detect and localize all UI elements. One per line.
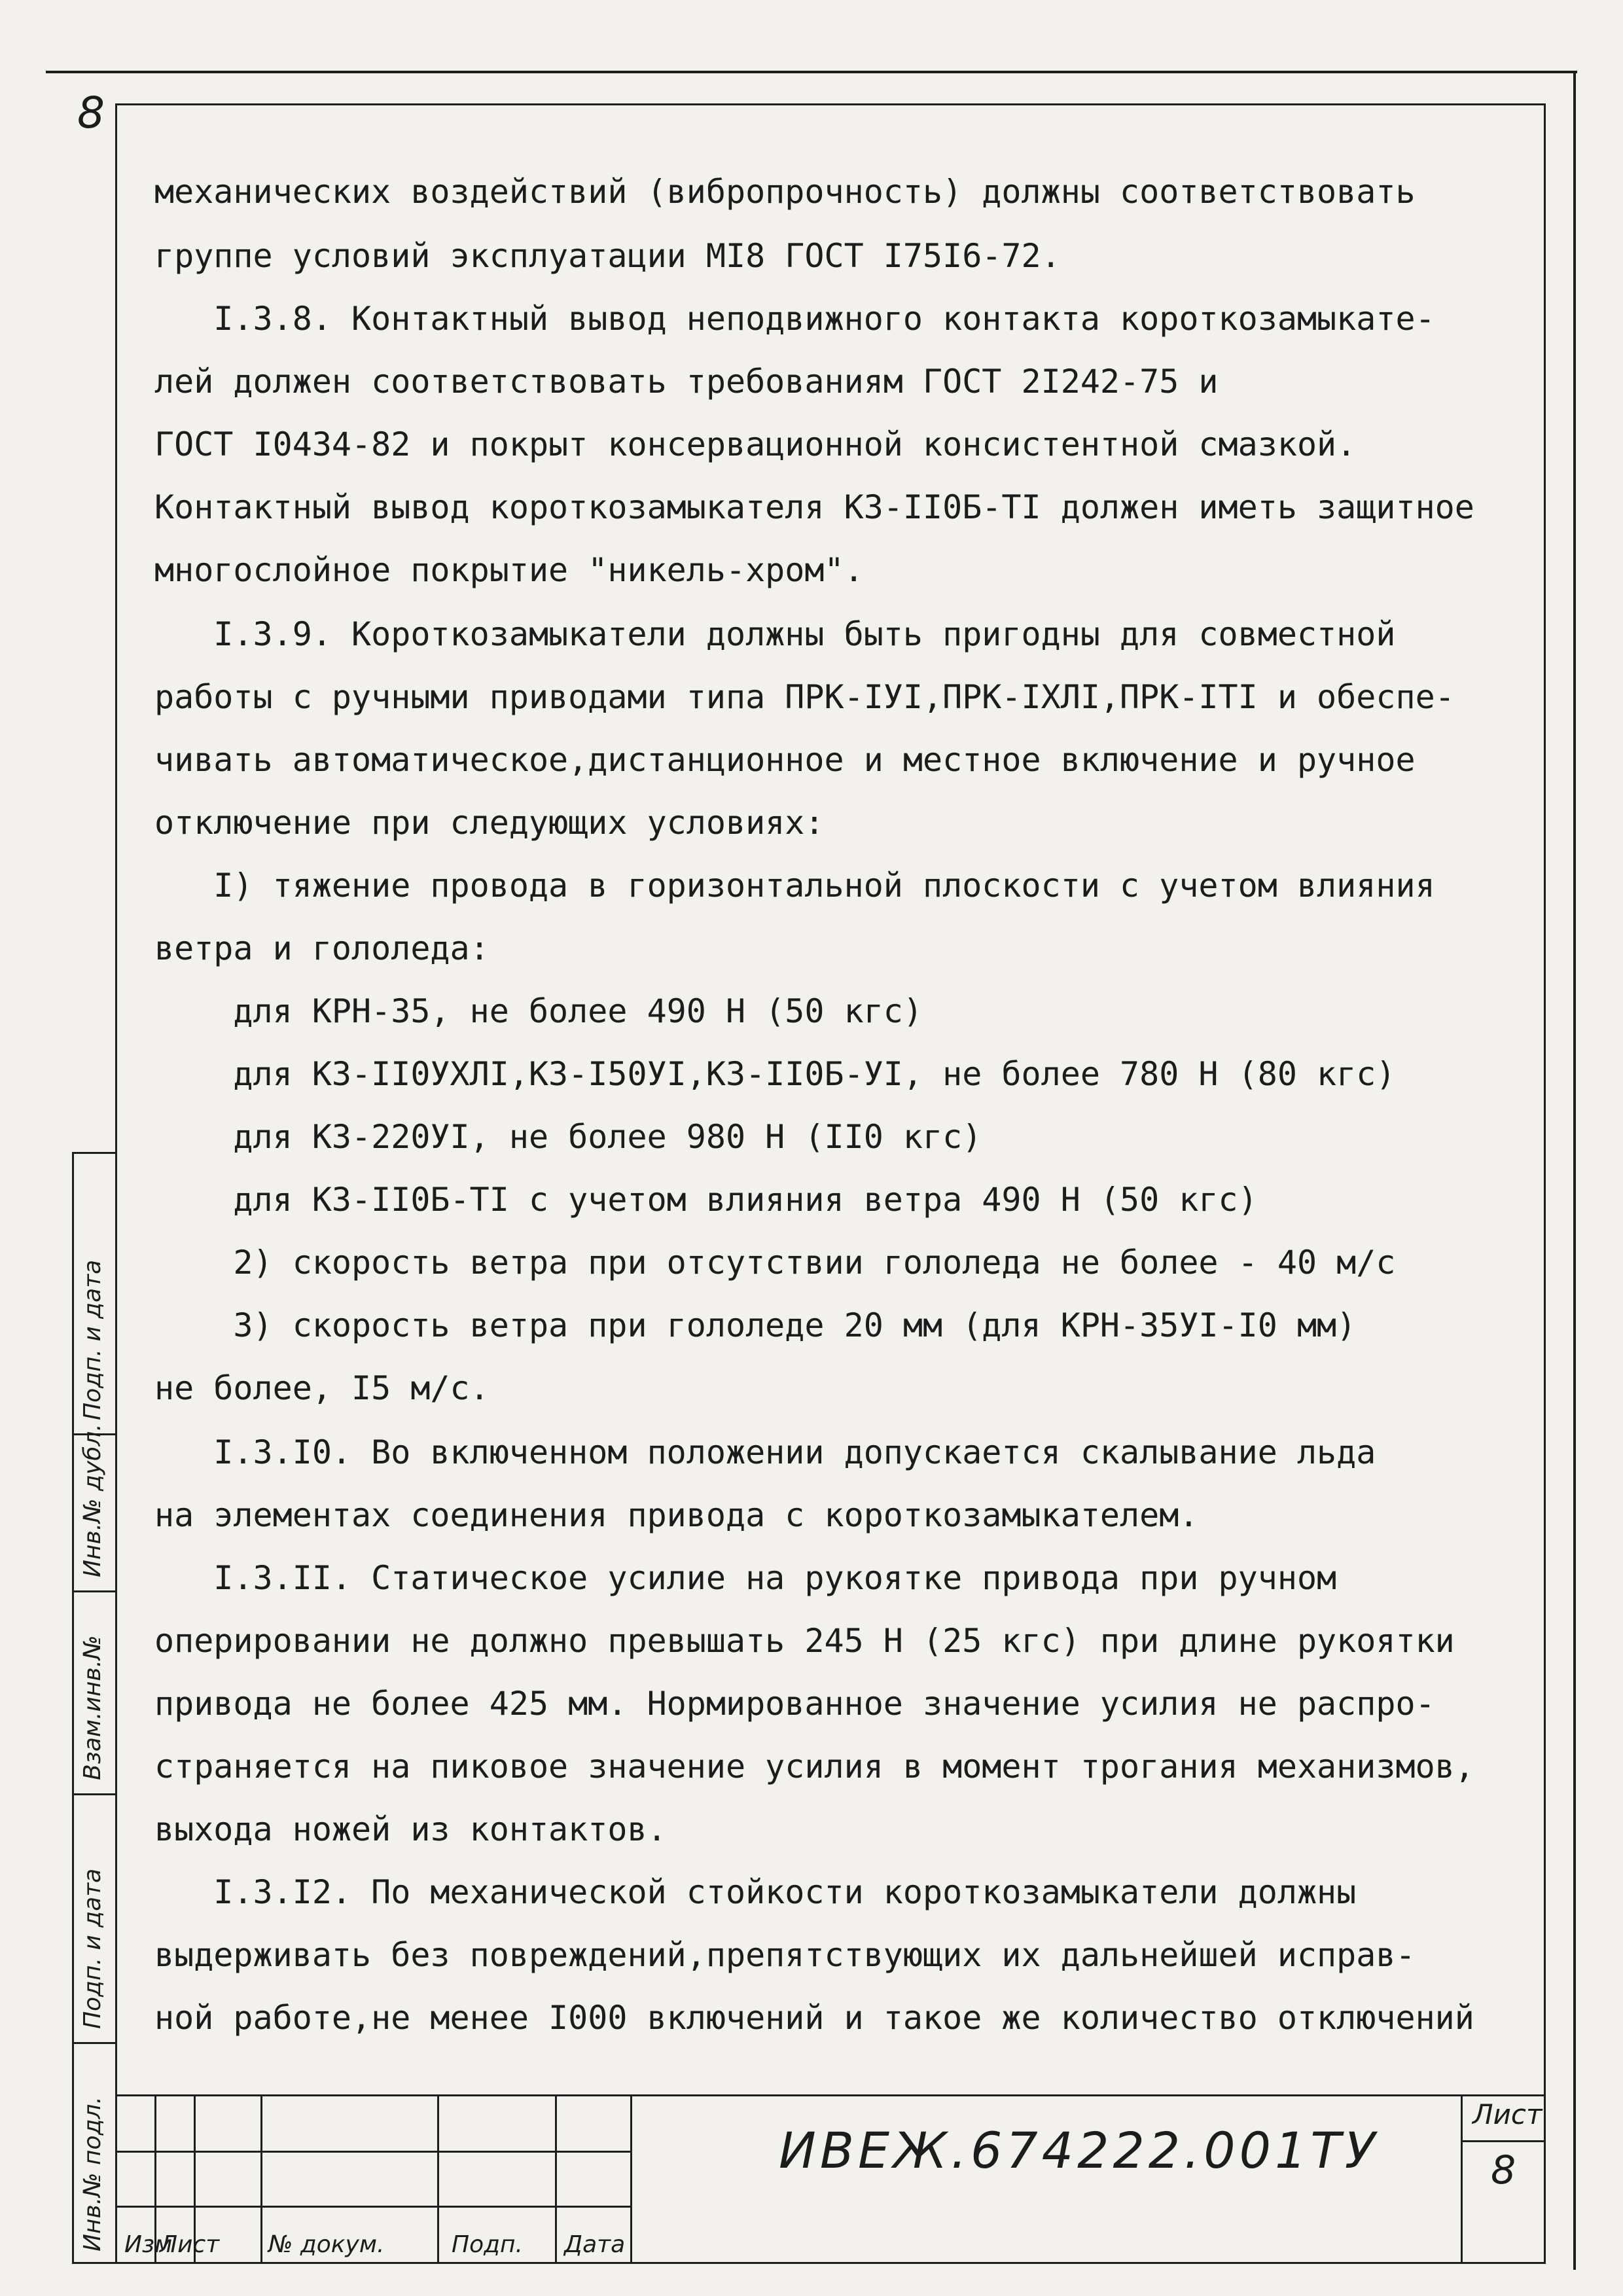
inner-frame-left <box>115 103 117 2263</box>
margin-div-5 <box>72 2042 116 2044</box>
body-line-6: Контактный вывод короткозамыкателя КЗ-II0Б-ТI должен иметь защитное <box>154 488 1474 526</box>
body-line-28: I.3.I2. По механической стойкости короткозамыкатели должны <box>154 1873 1357 1911</box>
body-line-5: ГОСТ I0434-82 и покрыт консервационной консистентной смазкой. <box>154 425 1357 463</box>
body-line-12: I) тяжение провода в горизонтальной плоскости с учетом влияния <box>154 867 1435 905</box>
stamp-col-izm: Изм <box>124 2231 173 2258</box>
body-line-17: для КЗ-II0Б-ТI с учетом влияния ветра 490 Н (50 кгс) <box>154 1181 1258 1219</box>
margin-div-3 <box>72 1590 116 1592</box>
side-label-inv-podl: Инв.№ подл. <box>79 2096 106 2251</box>
body-line-24: оперировании не должно превышать 245 Н (25 кгс) при длине рукоятки <box>154 1622 1455 1660</box>
body-line-19: 3) скорость ветра при гололеде 20 мм (для КРН-35УI-I0 мм) <box>154 1306 1357 1344</box>
sheet-box-left <box>1461 2094 1463 2262</box>
inner-frame-top <box>115 103 1546 105</box>
body-line-9: работы с ручными приводами типа ПРК-IУI,ПРК-IХЛI,ПРК-IТI и обеспе- <box>154 678 1455 716</box>
body-line-26: страняется на пиковое значение усилия в момент трогания механизмов, <box>154 1748 1474 1785</box>
body-line-2: группе условий эксплуатации МI8 ГОСТ I75I6-72. <box>154 237 1061 275</box>
stamp-col-podp: Подп. <box>452 2231 523 2258</box>
body-line-10: чивать автоматическое,дистанционное и местное включение и ручное <box>154 741 1416 779</box>
inner-frame-bottom <box>72 2262 1546 2264</box>
inner-frame-right <box>1544 103 1546 2263</box>
body-line-3: I.3.8. Контактный вывод неподвижного контакта короткозамыкате- <box>154 300 1435 338</box>
body-line-29: выдерживать без повреждений,препятствующих их дальнейшей исправ- <box>154 1936 1416 1974</box>
body-line-15: для КЗ-II0УХЛI,КЗ-I50УI,КЗ-II0Б-УI, не более 780 Н (80 кгс) <box>154 1055 1396 1093</box>
side-label-vzam-inv: Взам.инв.№ <box>79 1635 106 1780</box>
body-line-7: многослойное покрытие "никель-хром". <box>154 551 864 589</box>
stamp-col-data: Дата <box>564 2231 626 2258</box>
page-number: 8 <box>77 88 105 138</box>
document-code: ИВЕЖ.674222.001ТУ <box>779 2121 1380 2179</box>
stamp-col-3 <box>260 2094 262 2262</box>
margin-div-4 <box>72 1793 116 1795</box>
body-line-11: отключение при следующих условиях: <box>154 804 825 842</box>
body-line-22: на элементах соединения привода с короткозамыкателем. <box>154 1496 1199 1534</box>
body-line-20: не более, I5 м/с. <box>154 1369 490 1407</box>
side-label-podp-data-2: Подп. и дата <box>79 1259 106 1420</box>
stamp-col-5 <box>555 2094 557 2262</box>
body-line-13: ветра и гололеда: <box>154 929 490 967</box>
stamp-col-dokum: № докум. <box>268 2231 385 2258</box>
side-label-podp-data-1: Подп. и дата <box>79 1868 106 2029</box>
body-line-4: лей должен соответствовать требованиям ГОСТ 2I242-75 и <box>154 363 1219 401</box>
stamp-col-list: Лист <box>160 2231 220 2258</box>
body-line-16: для КЗ-220УI, не более 980 Н (II0 кгс) <box>154 1118 982 1156</box>
stamp-col-4 <box>437 2094 439 2262</box>
body-line-18: 2) скорость ветра при отсутствии гололеда не более - 40 м/с <box>154 1244 1396 1282</box>
side-label-inv-dubl: Инв.№ дубл. <box>79 1424 106 1577</box>
body-line-14: для КРН-35, не более 490 Н (50 кгс) <box>154 992 923 1030</box>
margin-div-1 <box>72 1152 116 1154</box>
body-line-23: I.3.II. Статическое усилие на рукоятке привода при ручном <box>154 1559 1337 1597</box>
stamp-top-rule <box>115 2094 1546 2096</box>
sheet-label: Лист <box>1472 2098 1543 2130</box>
body-line-21: I.3.I0. Во включенном положении допускается скалывание льда <box>154 1433 1376 1471</box>
frame-right-rule <box>1573 71 1576 2270</box>
margin-col-left <box>72 1152 74 2263</box>
body-line-8: I.3.9. Короткозамыкатели должны быть пригодны для совместной <box>154 615 1396 653</box>
frame-top-rule <box>46 71 1577 73</box>
body-line-27: выхода ножей из контактов. <box>154 1810 667 1848</box>
body-line-1: механических воздействий (вибропрочность) должны соответствовать <box>154 173 1416 211</box>
sheet-box-mid <box>1461 2140 1546 2142</box>
sheet-number: 8 <box>1491 2147 1516 2193</box>
body-line-25: привода не более 425 мм. Нормированное значение усилия не распро- <box>154 1685 1435 1723</box>
body-line-30: ной работе,не менее I000 включений и такое же количество отключений <box>154 1999 1474 2037</box>
stamp-col-6 <box>630 2094 632 2262</box>
